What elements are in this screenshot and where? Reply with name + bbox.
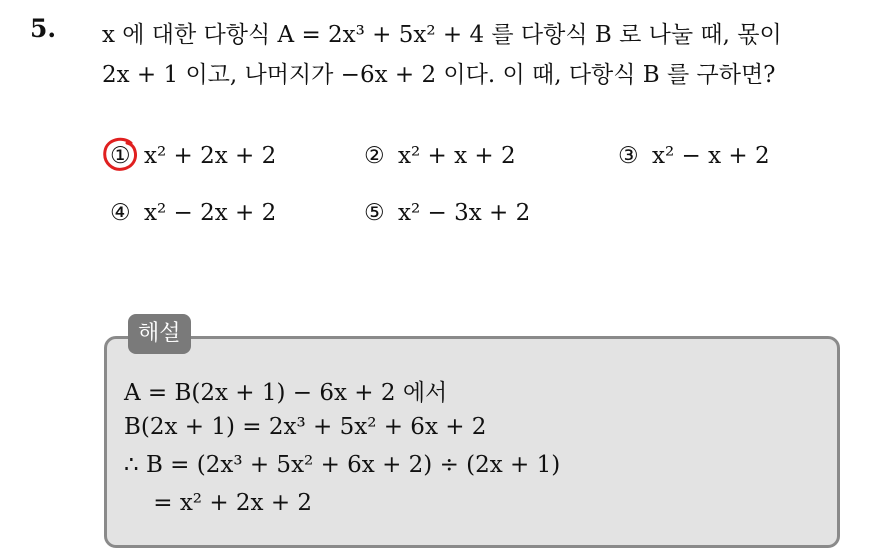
- solution-line-2: B(2x + 1) = 2x³ + 5x² + 6x + 2: [124, 414, 487, 440]
- choice-5[interactable]: [364, 200, 530, 226]
- solution-line-1: A = B(2x + 1) − 6x + 2 에서: [124, 380, 448, 406]
- choice-1-expression: x² + 2x + 2: [144, 143, 277, 169]
- choice-3[interactable]: [618, 143, 770, 169]
- choice-2-expression: x² + x + 2: [398, 143, 516, 169]
- choice-5-number: ⑤: [364, 200, 385, 226]
- choice-3-expression: x² − x + 2: [652, 143, 770, 169]
- choice-4[interactable]: [110, 200, 276, 226]
- question-text-line-2: 2x + 1 이고, 나머지가 −6x + 2 이다. 이 때, 다항식 B 를 구하면?: [102, 62, 776, 88]
- choice-2[interactable]: [364, 143, 516, 169]
- choice-5-expression: x² − 3x + 2: [398, 200, 531, 226]
- solution-line-4: = x² + 2x + 2: [124, 490, 313, 516]
- choice-4-expression: x² − 2x + 2: [144, 200, 277, 226]
- choice-2-number: ②: [364, 143, 385, 169]
- choice-4-number: ④: [110, 200, 131, 226]
- choice-1[interactable]: [110, 143, 276, 169]
- choice-1-number: ①: [110, 143, 131, 169]
- solution-box: [104, 336, 840, 548]
- question-number: 5.: [30, 14, 57, 43]
- solution-line-3: ∴ B = (2x³ + 5x² + 6x + 2) ÷ (2x + 1): [124, 452, 561, 478]
- choice-3-number: ③: [618, 143, 639, 169]
- solution-label: 해설: [128, 314, 191, 354]
- question-text-line-1: x 에 대한 다항식 A = 2x³ + 5x² + 4 를 다항식 B 로 나눌 때, 몫이: [102, 22, 782, 48]
